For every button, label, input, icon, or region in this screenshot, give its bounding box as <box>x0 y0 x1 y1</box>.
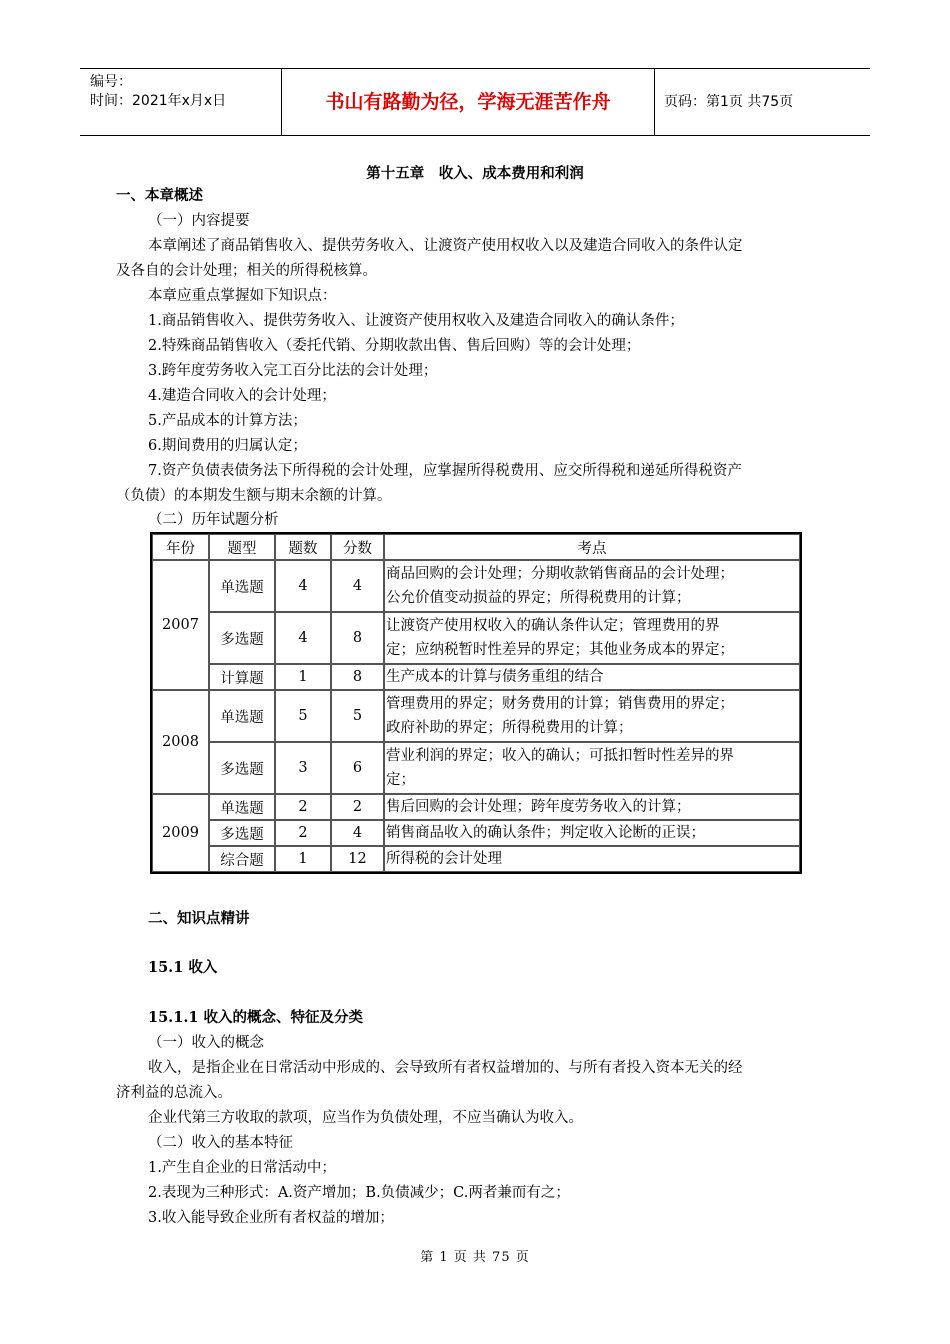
feature-item: 3.收入能导致企业所有者权益的增加； <box>148 1210 394 1226</box>
year-cell: 2009 <box>152 794 209 872</box>
question-count-cell: 4 <box>275 612 331 664</box>
score-cell: 5 <box>331 690 384 742</box>
table-row <box>152 742 800 794</box>
page-header <box>80 68 870 136</box>
topic-line: 商品回购的会计处理；分期收款销售商品的会计处理； <box>386 566 734 582</box>
question-count-cell: 2 <box>275 820 331 846</box>
topic-line: 政府补助的界定；所得税费用的计算； <box>386 720 633 736</box>
score-cell: 12 <box>331 846 384 872</box>
table-row <box>152 794 800 820</box>
year-cell: 2008 <box>152 690 209 794</box>
question-type-cell: 单选题 <box>209 560 275 612</box>
question-count-cell: 5 <box>275 690 331 742</box>
topic-cell <box>384 612 800 664</box>
subheading-exam-analysis: （二）历年试题分析 <box>148 512 279 528</box>
page-footer: 第 1 页 共 75 页 <box>420 1250 530 1265</box>
score-cell: 8 <box>331 612 384 664</box>
subheading-revenue-features: （二）收入的基本特征 <box>148 1135 293 1151</box>
header-motto: 书山有路勤为径，学海无涯苦作舟 <box>282 69 655 135</box>
intro-paragraph-line1: 本章阐述了商品销售收入、提供劳务收入、让渡资产使用权收入以及建造合同收入的条件认定 <box>148 238 743 254</box>
topic-line: 让渡资产使用权收入的确认条件认定；管理费用的界 <box>386 618 720 634</box>
knowledge-point: 2.特殊商品销售收入（委托代销、分期收款出售、售后回购）等的会计处理； <box>148 338 641 354</box>
knowledge-point: 6.期间费用的归属认定； <box>148 438 307 454</box>
number-label: 编号： <box>90 74 132 90</box>
knowledge-point: 7.资产负债表债务法下所得税的会计处理，应掌握所得税费用、应交所得税和递延所得税资产 <box>148 463 742 479</box>
topic-line: 定； <box>386 772 415 788</box>
score-cell: 4 <box>331 560 384 612</box>
topic-line: 营业利润的界定；收入的确认；可抵扣暂时性差异的界 <box>386 748 734 764</box>
section-heading-15-1-1: 15.1.1 收入的概念、特征及分类 <box>148 1009 363 1026</box>
topic-cell <box>384 560 800 612</box>
topic-line: 管理费用的界定；财务费用的计算；销售费用的界定； <box>386 696 734 712</box>
topic-cell <box>384 690 800 742</box>
knowledge-point-continued: （负债）的本期发生额与期末余额的计算。 <box>116 488 392 504</box>
column-header: 题数 <box>275 534 331 560</box>
subheading-content-summary: （一）内容提要 <box>148 213 250 229</box>
header-page-info: 页码：第1页 共75页 <box>664 94 794 110</box>
score-cell: 4 <box>331 820 384 846</box>
table-row <box>152 560 800 612</box>
score-cell: 8 <box>331 664 384 690</box>
intro-paragraph-line2: 及各自的会计处理；相关的所得税核算。 <box>116 263 377 279</box>
question-type-cell: 多选题 <box>209 612 275 664</box>
knowledge-point: 4.建造合同收入的会计处理； <box>148 388 336 404</box>
question-count-cell: 1 <box>275 664 331 690</box>
question-type-cell: 计算题 <box>209 664 275 690</box>
subheading-revenue-concept: （一）收入的概念 <box>148 1035 264 1051</box>
score-cell: 2 <box>331 794 384 820</box>
column-header: 考点 <box>384 534 800 560</box>
table-row <box>152 820 800 846</box>
feature-item: 2.表现为三种形式：A.资产增加；B.负债减少；C.两者兼而有之； <box>148 1185 570 1201</box>
table-row <box>152 612 800 664</box>
question-type-cell: 单选题 <box>209 794 275 820</box>
time-label: 时间：2021年x月x日 <box>90 93 227 109</box>
question-type-cell: 多选题 <box>209 742 275 794</box>
knowledge-point: 3.跨年度劳务收入完工百分比法的会计处理； <box>148 363 438 379</box>
feature-item: 1.产生自企业的日常活动中； <box>148 1160 336 1176</box>
section-heading-15-1: 15.1 收入 <box>148 959 218 976</box>
chapter-title: 第十五章 收入、成本费用和利润 <box>366 165 584 182</box>
knowledge-point: 1.商品销售收入、提供劳务收入、让渡资产使用权收入及建造合同收入的确认条件； <box>148 313 684 329</box>
question-count-cell: 2 <box>275 794 331 820</box>
column-header: 分数 <box>331 534 384 560</box>
table-row <box>152 846 800 872</box>
score-cell: 6 <box>331 742 384 794</box>
topic-cell: 所得税的会计处理 <box>384 846 800 872</box>
definition-line2: 济利益的总流入。 <box>116 1085 232 1101</box>
exam-analysis-table <box>150 532 802 874</box>
question-count-cell: 3 <box>275 742 331 794</box>
knowledge-point: 5.产品成本的计算方法； <box>148 413 307 429</box>
topic-cell: 生产成本的计算与债务重组的结合 <box>384 664 800 690</box>
column-header: 年份 <box>152 534 209 560</box>
year-cell: 2007 <box>152 560 209 690</box>
column-header: 题型 <box>209 534 275 560</box>
topic-cell: 销售商品收入的确认条件；判定收入论断的正误； <box>384 820 800 846</box>
question-type-cell: 单选题 <box>209 690 275 742</box>
header-meta <box>80 69 282 135</box>
table-row <box>152 690 800 742</box>
table-row <box>152 664 800 690</box>
definition-line1: 收入，是指企业在日常活动中形成的、会导致所有者权益增加的、与所有者投入资本无关的经 <box>148 1060 743 1076</box>
agent-collection-note: 企业代第三方收取的款项，应当作为负债处理，不应当确认为收入。 <box>148 1110 583 1126</box>
question-type-cell: 综合题 <box>209 846 275 872</box>
question-type-cell: 多选题 <box>209 820 275 846</box>
question-count-cell: 4 <box>275 560 331 612</box>
topic-line: 定；应纳税暂时性差异的界定；其他业务成本的界定； <box>386 642 734 658</box>
focus-intro: 本章应重点掌握如下知识点： <box>148 288 337 304</box>
topic-line: 公允价值变动损益的界定；所得税费用的计算； <box>386 590 691 606</box>
topic-cell <box>384 742 800 794</box>
question-count-cell: 1 <box>275 846 331 872</box>
section-heading-overview: 一、本章概述 <box>116 187 203 204</box>
section-heading-knowledge: 二、知识点精讲 <box>148 910 250 927</box>
topic-cell: 售后回购的会计处理；跨年度劳务收入的计算； <box>384 794 800 820</box>
table-header-row <box>152 534 800 560</box>
